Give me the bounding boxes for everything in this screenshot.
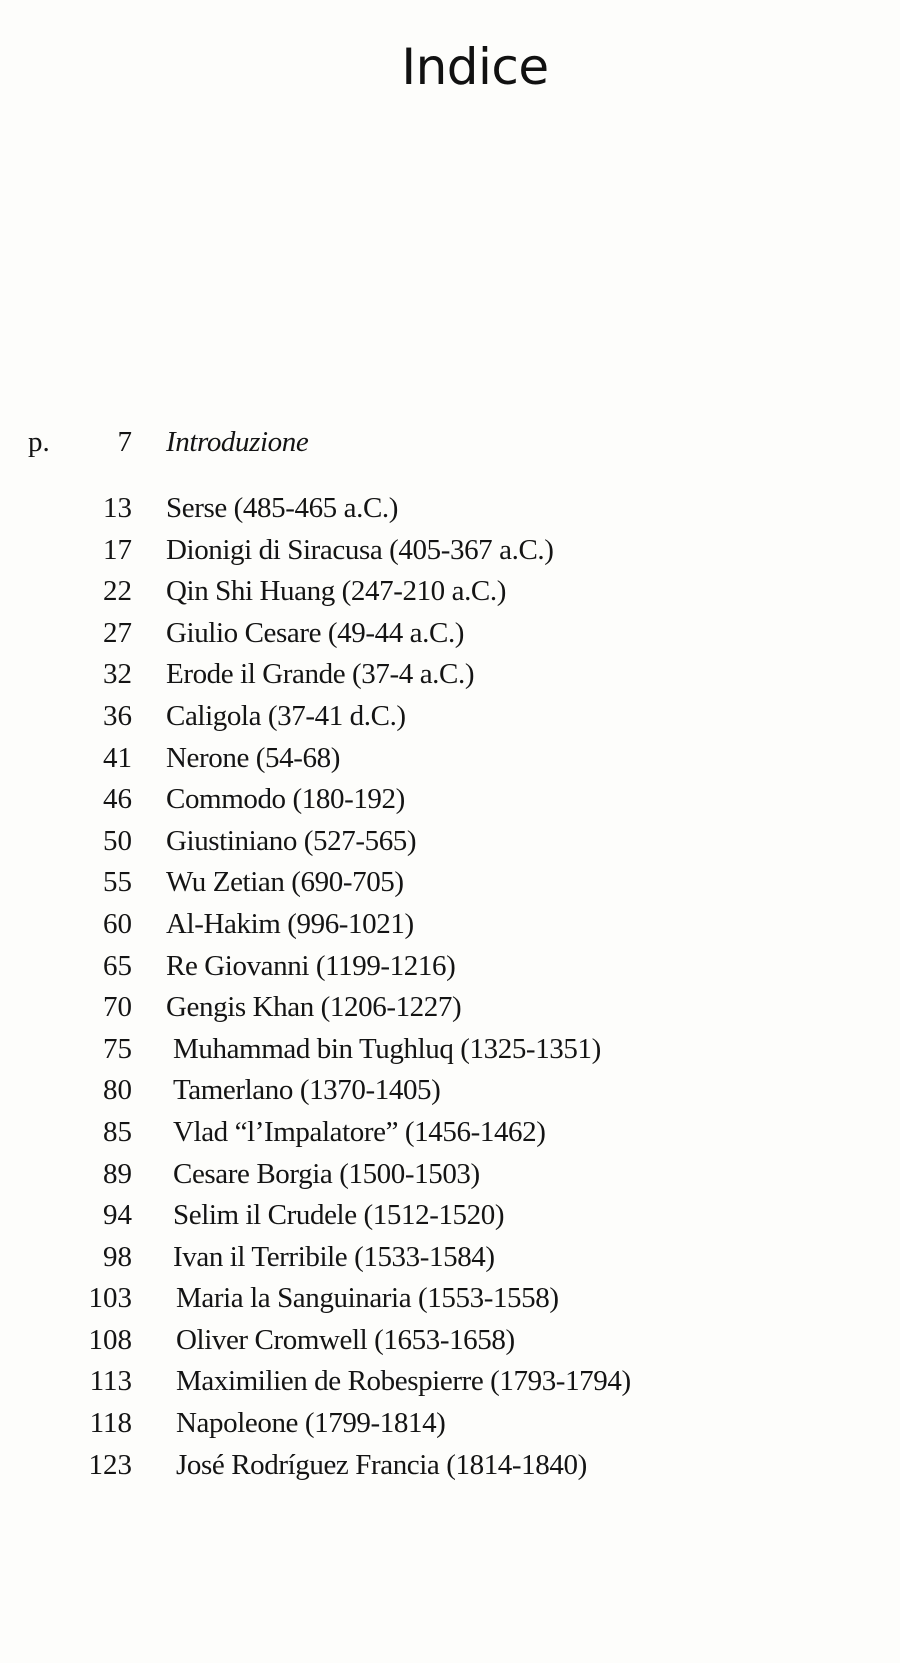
toc-page-number: 94 <box>103 1199 132 1232</box>
page-prefix: p. <box>28 426 50 458</box>
toc-entry <box>0 1033 900 1075</box>
toc-entry-label: Erode il Grande (37-4 a.C.) <box>166 658 475 691</box>
toc-entry-label: Selim il Crudele (1512-1520) <box>173 1199 505 1232</box>
toc-entry <box>0 534 900 576</box>
toc-entry-label: Wu Zetian (690-705) <box>166 866 404 899</box>
toc-entry-label: Maximilien de Robespierre (1793-1794) <box>176 1365 631 1398</box>
toc-entry <box>0 1158 900 1200</box>
toc-entry <box>0 991 900 1033</box>
toc-page-number: 50 <box>103 824 132 857</box>
toc-page-number: 46 <box>103 783 132 816</box>
table-of-contents <box>0 492 900 1490</box>
toc-entry <box>0 700 900 742</box>
toc-page-number: 75 <box>103 1032 132 1065</box>
page-title: Indice <box>401 38 549 96</box>
toc-page-number: 13 <box>103 492 132 524</box>
toc-entry <box>0 742 900 784</box>
toc-entry-label: Serse (485-465 a.C.) <box>166 492 399 524</box>
toc-entry-label: Giustiniano (527-565) <box>166 824 417 857</box>
toc-page-number: 17 <box>103 533 132 566</box>
toc-page-number: 22 <box>103 575 132 608</box>
toc-entry-introduction <box>0 426 900 466</box>
toc-page-number: 41 <box>103 741 132 774</box>
toc-page-number: 98 <box>103 1240 132 1273</box>
toc-page-number: 7 <box>117 426 132 458</box>
toc-entry <box>0 950 900 992</box>
toc-entry-label: Muhammad bin Tughluq (1325-1351) <box>173 1032 601 1065</box>
toc-entry-label: José Rodríguez Francia (1814-1840) <box>176 1448 587 1481</box>
toc-entry-label: Vlad “l’Impalatore” (1456-1462) <box>173 1115 546 1148</box>
toc-entry-label: Gengis Khan (1206-1227) <box>166 991 462 1024</box>
toc-entry <box>0 1074 900 1116</box>
toc-entry <box>0 1407 900 1449</box>
toc-entry-label: Re Giovanni (1199-1216) <box>166 949 456 982</box>
toc-entry-label: Commodo (180-192) <box>166 783 405 816</box>
toc-page-number: 36 <box>103 699 132 732</box>
toc-page-number: 89 <box>103 1157 132 1190</box>
toc-page-number: 60 <box>103 907 132 940</box>
toc-entry <box>0 658 900 700</box>
toc-page-number: 27 <box>103 616 132 649</box>
toc-entry <box>0 1365 900 1407</box>
toc-entry-label: Dionigi di Siracusa (405-367 a.C.) <box>166 533 554 566</box>
toc-page-number: 55 <box>103 866 132 899</box>
toc-entry-label: Introduzione <box>166 426 309 458</box>
toc-entry <box>0 575 900 617</box>
toc-entry-label: Caligola (37-41 d.C.) <box>166 699 406 732</box>
toc-entry <box>0 1199 900 1241</box>
toc-page-number: 32 <box>103 658 132 691</box>
toc-entry-label: Cesare Borgia (1500-1503) <box>173 1157 480 1190</box>
toc-entry-label: Napoleone (1799-1814) <box>176 1407 446 1440</box>
toc-entry <box>0 908 900 950</box>
toc-page-number: 123 <box>88 1448 132 1481</box>
toc-entry <box>0 783 900 825</box>
toc-page-number: 85 <box>103 1115 132 1148</box>
toc-entry-label: Giulio Cesare (49-44 a.C.) <box>166 616 465 649</box>
toc-page-number: 103 <box>88 1282 132 1315</box>
toc-entry-label: Tamerlano (1370-1405) <box>173 1074 441 1107</box>
toc-entry-label: Nerone (54-68) <box>166 741 340 774</box>
toc-entry-label: Qin Shi Huang (247-210 a.C.) <box>166 575 506 608</box>
toc-entry-label: Al-Hakim (996-1021) <box>166 907 414 940</box>
toc-entry <box>0 1282 900 1324</box>
toc-entry <box>0 1449 900 1491</box>
toc-page-number: 118 <box>89 1407 132 1440</box>
toc-entry <box>0 825 900 867</box>
toc-page-number: 70 <box>103 991 132 1024</box>
toc-entry <box>0 1241 900 1283</box>
toc-entry <box>0 492 900 534</box>
toc-page-number: 80 <box>103 1074 132 1107</box>
toc-page-number: 65 <box>103 949 132 982</box>
toc-entry <box>0 1324 900 1366</box>
toc-entry-label: Oliver Cromwell (1653-1658) <box>176 1323 515 1356</box>
toc-entry-label: Maria la Sanguinaria (1553-1558) <box>176 1282 559 1315</box>
toc-entry <box>0 1116 900 1158</box>
toc-entry <box>0 866 900 908</box>
toc-page-number: 113 <box>89 1365 132 1398</box>
toc-entry-label: Ivan il Terribile (1533-1584) <box>173 1240 495 1273</box>
toc-entry <box>0 617 900 659</box>
toc-page-number: 108 <box>88 1323 132 1356</box>
